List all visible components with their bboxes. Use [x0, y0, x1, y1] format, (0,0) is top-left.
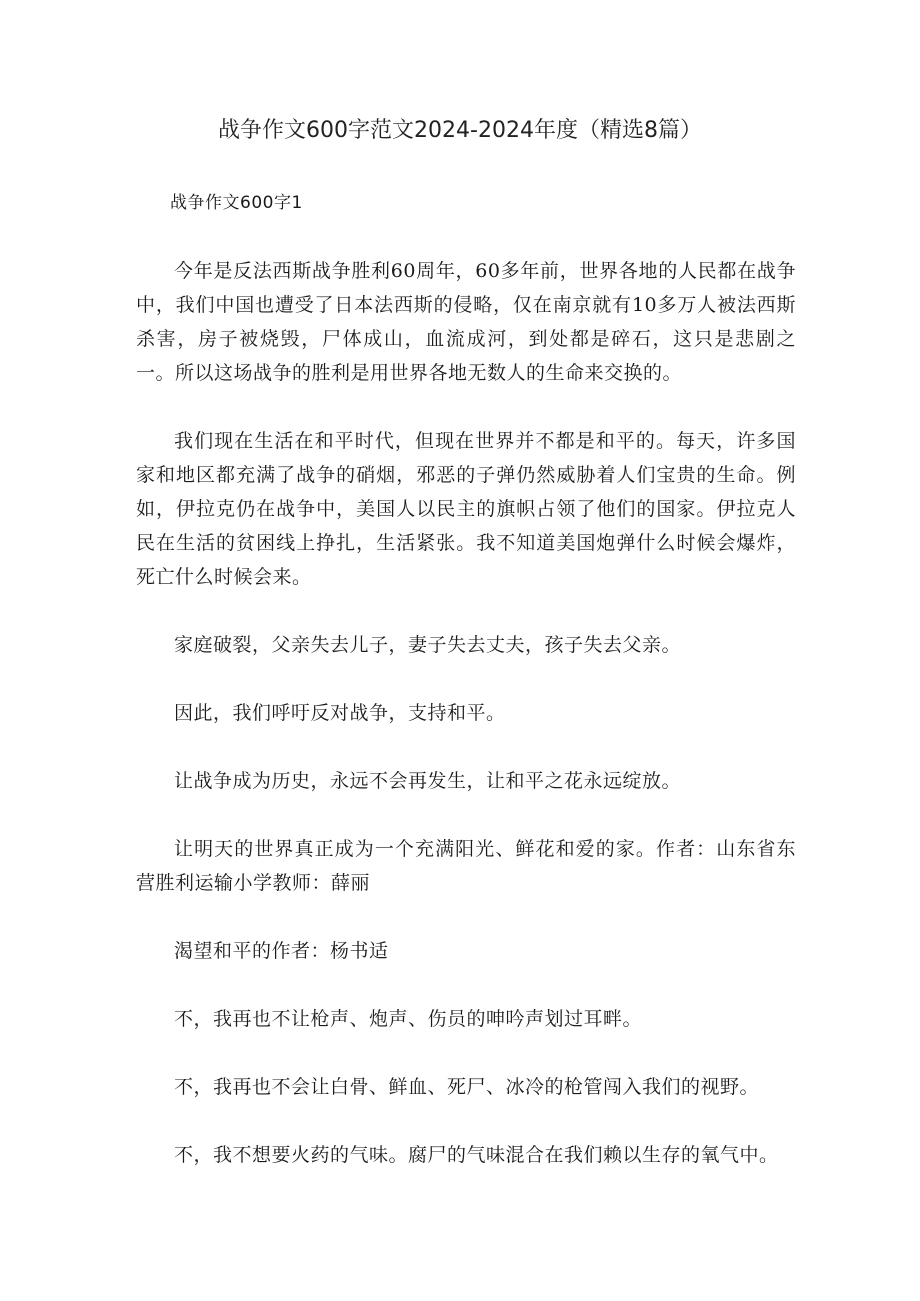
- section-heading: 战争作文600字1: [170, 193, 303, 213]
- document-body: [136, 186, 796, 1206]
- paragraph: 家庭破裂，父亲失去儿子，妻子失去丈夫，孩子失去父亲。: [174, 634, 682, 656]
- paragraph: 不，我再也不让枪声、炮声、伤员的呻吟声划过耳畔。: [174, 1008, 643, 1030]
- paragraph: 今年是反法西斯战争胜利60周年，60多年前，世界各地的人民都在战争中，我们中国也遭受了日本法西斯的侵略，仅在南京就有10多万人被法西斯杀害，房子被烧毁，尸体成山，血流成河，到处都是碎石，这只是悲剧之一。所以这场战争的胜利是用世界各地无数人的生命来交换的。: [136, 260, 796, 384]
- document-title: 战争作文600字范文2024-2024年度（精选8篇）: [218, 118, 702, 143]
- paragraph: 不，我再也不会让白骨、鲜血、死尸、冰冷的枪管闯入我们的视野。: [174, 1076, 760, 1098]
- paragraph: 让战争成为历史，永远不会再发生，让和平之花永远绽放。: [174, 770, 682, 792]
- paragraph: 渴望和平的作者：杨书适: [174, 940, 389, 962]
- paragraph: 让明天的世界真正成为一个充满阳光、鲜花和爱的家。作者：山东省东营胜利运输小学教师：薛丽: [136, 838, 796, 894]
- paragraph: 我们现在生活在和平时代，但现在世界并不都是和平的。每天，许多国家和地区都充满了战争的硝烟，邪恶的子弹仍然威胁着人们宝贵的生命。例如，伊拉克仍在战争中，美国人以民主的旗帜占领了他们的国家。伊拉克人民在生活的贫困线上挣扎，生活紧张。我不知道美国炮弹什么时候会爆炸，死亡什么时候会来。: [136, 430, 796, 588]
- paragraph: 不，我不想要火药的气味。腐尸的气味混合在我们赖以生存的氧气中。: [174, 1144, 779, 1166]
- paragraph: 因此，我们呼吁反对战争，支持和平。: [174, 702, 506, 724]
